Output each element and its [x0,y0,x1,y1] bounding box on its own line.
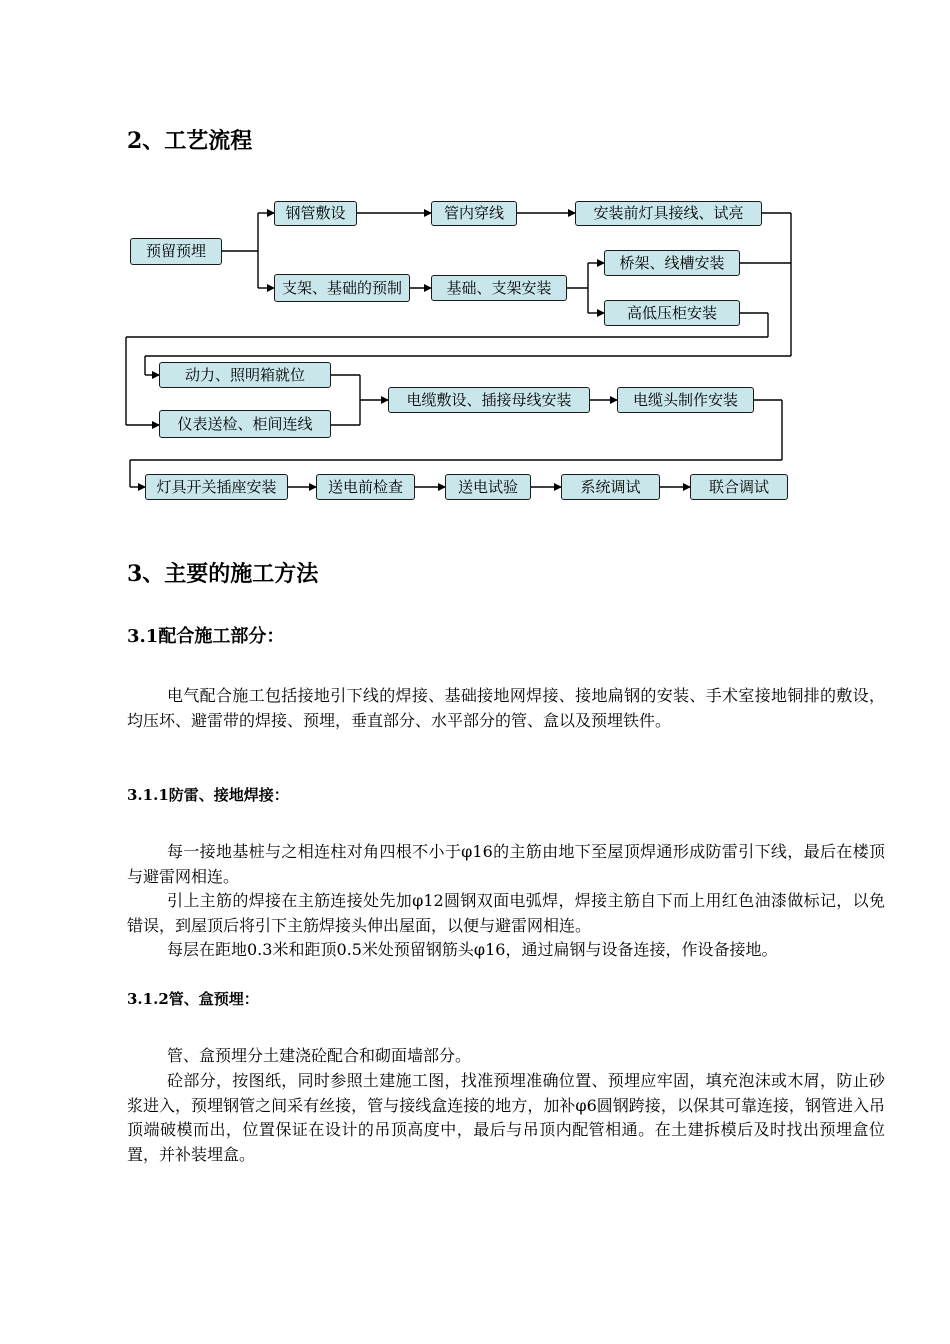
subsection-title-3-1: 3.1配合施工部分： [127,626,285,647]
flow-box-distribution-box-placement: 动力、照明箱就位 [159,362,331,388]
flow-box-cable-head-making: 电缆头制作安装 [617,387,754,413]
flow-box-joint-debugging: 联合调试 [690,474,788,500]
paragraph-3-1: 电气配合施工包括接地引下线的焊接、基础接地网焊接、接地扁钢的安装、手术室接地铜排的敷设，均压坏、避雷带的焊接、预埋，垂直部分、水平部分的管、盒以及预埋铁件。 [127,686,885,730]
flow-box-steel-pipe-laying: 钢管敷设 [274,201,357,226]
flow-box-reserved-embedding: 预留预埋 [130,238,222,265]
flow-box-instrument-inspection-wiring: 仪表送检、柜间连线 [159,410,331,438]
flow-box-lamp-wiring-test: 安装前灯具接线、试亮 [575,201,762,226]
paragraph-3-1-1-c: 每层在距地0.3米和距顶0.5米处预留钢筋头φ16，通过扁钢与设备连接，作设备接地。 [167,940,778,959]
flow-box-cable-tray-install: 桥架、线槽安装 [604,250,740,276]
flow-box-switchgear-install: 高低压柜安装 [604,300,740,326]
section-title-construction-methods: 3、主要的施工方法 [127,561,319,587]
flow-box-support-prefabrication: 支架、基础的预制 [274,274,410,302]
subsection-title-3-1-1: 3.1.1防雷、接地焊接： [127,786,289,804]
flow-box-foundation-support-install: 基础、支架安装 [431,275,567,301]
flow-box-energization-test: 送电试验 [445,474,531,500]
flow-box-pre-energization-check: 送电前检查 [316,474,415,500]
paragraph-3-1-2-b: 砼部分，按图纸，同时参照土建施工图，找准预埋准确位置、预埋应牢固，填充泡沫或木屑，防止砂浆进入，预埋钢管之间采有丝接，管与接线盒连接的地方，加补φ6圆钢跨接，以保其可靠连接，钢管进入吊顶端破模而出，位置保证在设计的吊顶高度中，最后与吊顶内配管相通。在土建拆模后及时找出预埋盒位置，并补装埋盒。 [127,1071,885,1164]
paragraph-3-1-1-a: 每一接地基桩与之相连柱对角四根不小于φ16的主筋由地下至屋顶焊通形成防雷引下线，最后在楼顶与避雷网相连。 [127,842,885,886]
flow-box-system-debugging: 系统调试 [561,474,660,500]
flow-box-lamp-switch-socket-install: 灯具开关插座安装 [145,474,288,500]
flow-box-threading-in-pipe: 管内穿线 [431,201,517,226]
flow-box-cable-busbar-install: 电缆敷设、插接母线安装 [388,387,590,413]
paragraph-3-1-1-b: 引上主筋的焊接在主筋连接处先加φ12圆钢双面电弧焊，焊接主筋自下而上用红色油漆做标记，以免错误，到屋顶后将引下主筋焊接头伸出屋面，以便与避雷网相连。 [127,891,885,935]
subsection-title-3-1-2: 3.1.2管、盒预埋： [127,990,259,1008]
section-title-process-flow: 2、工艺流程 [127,128,253,154]
paragraph-3-1-2-a: 管、盒预埋分土建浇砼配合和砌面墙部分。 [167,1046,472,1065]
